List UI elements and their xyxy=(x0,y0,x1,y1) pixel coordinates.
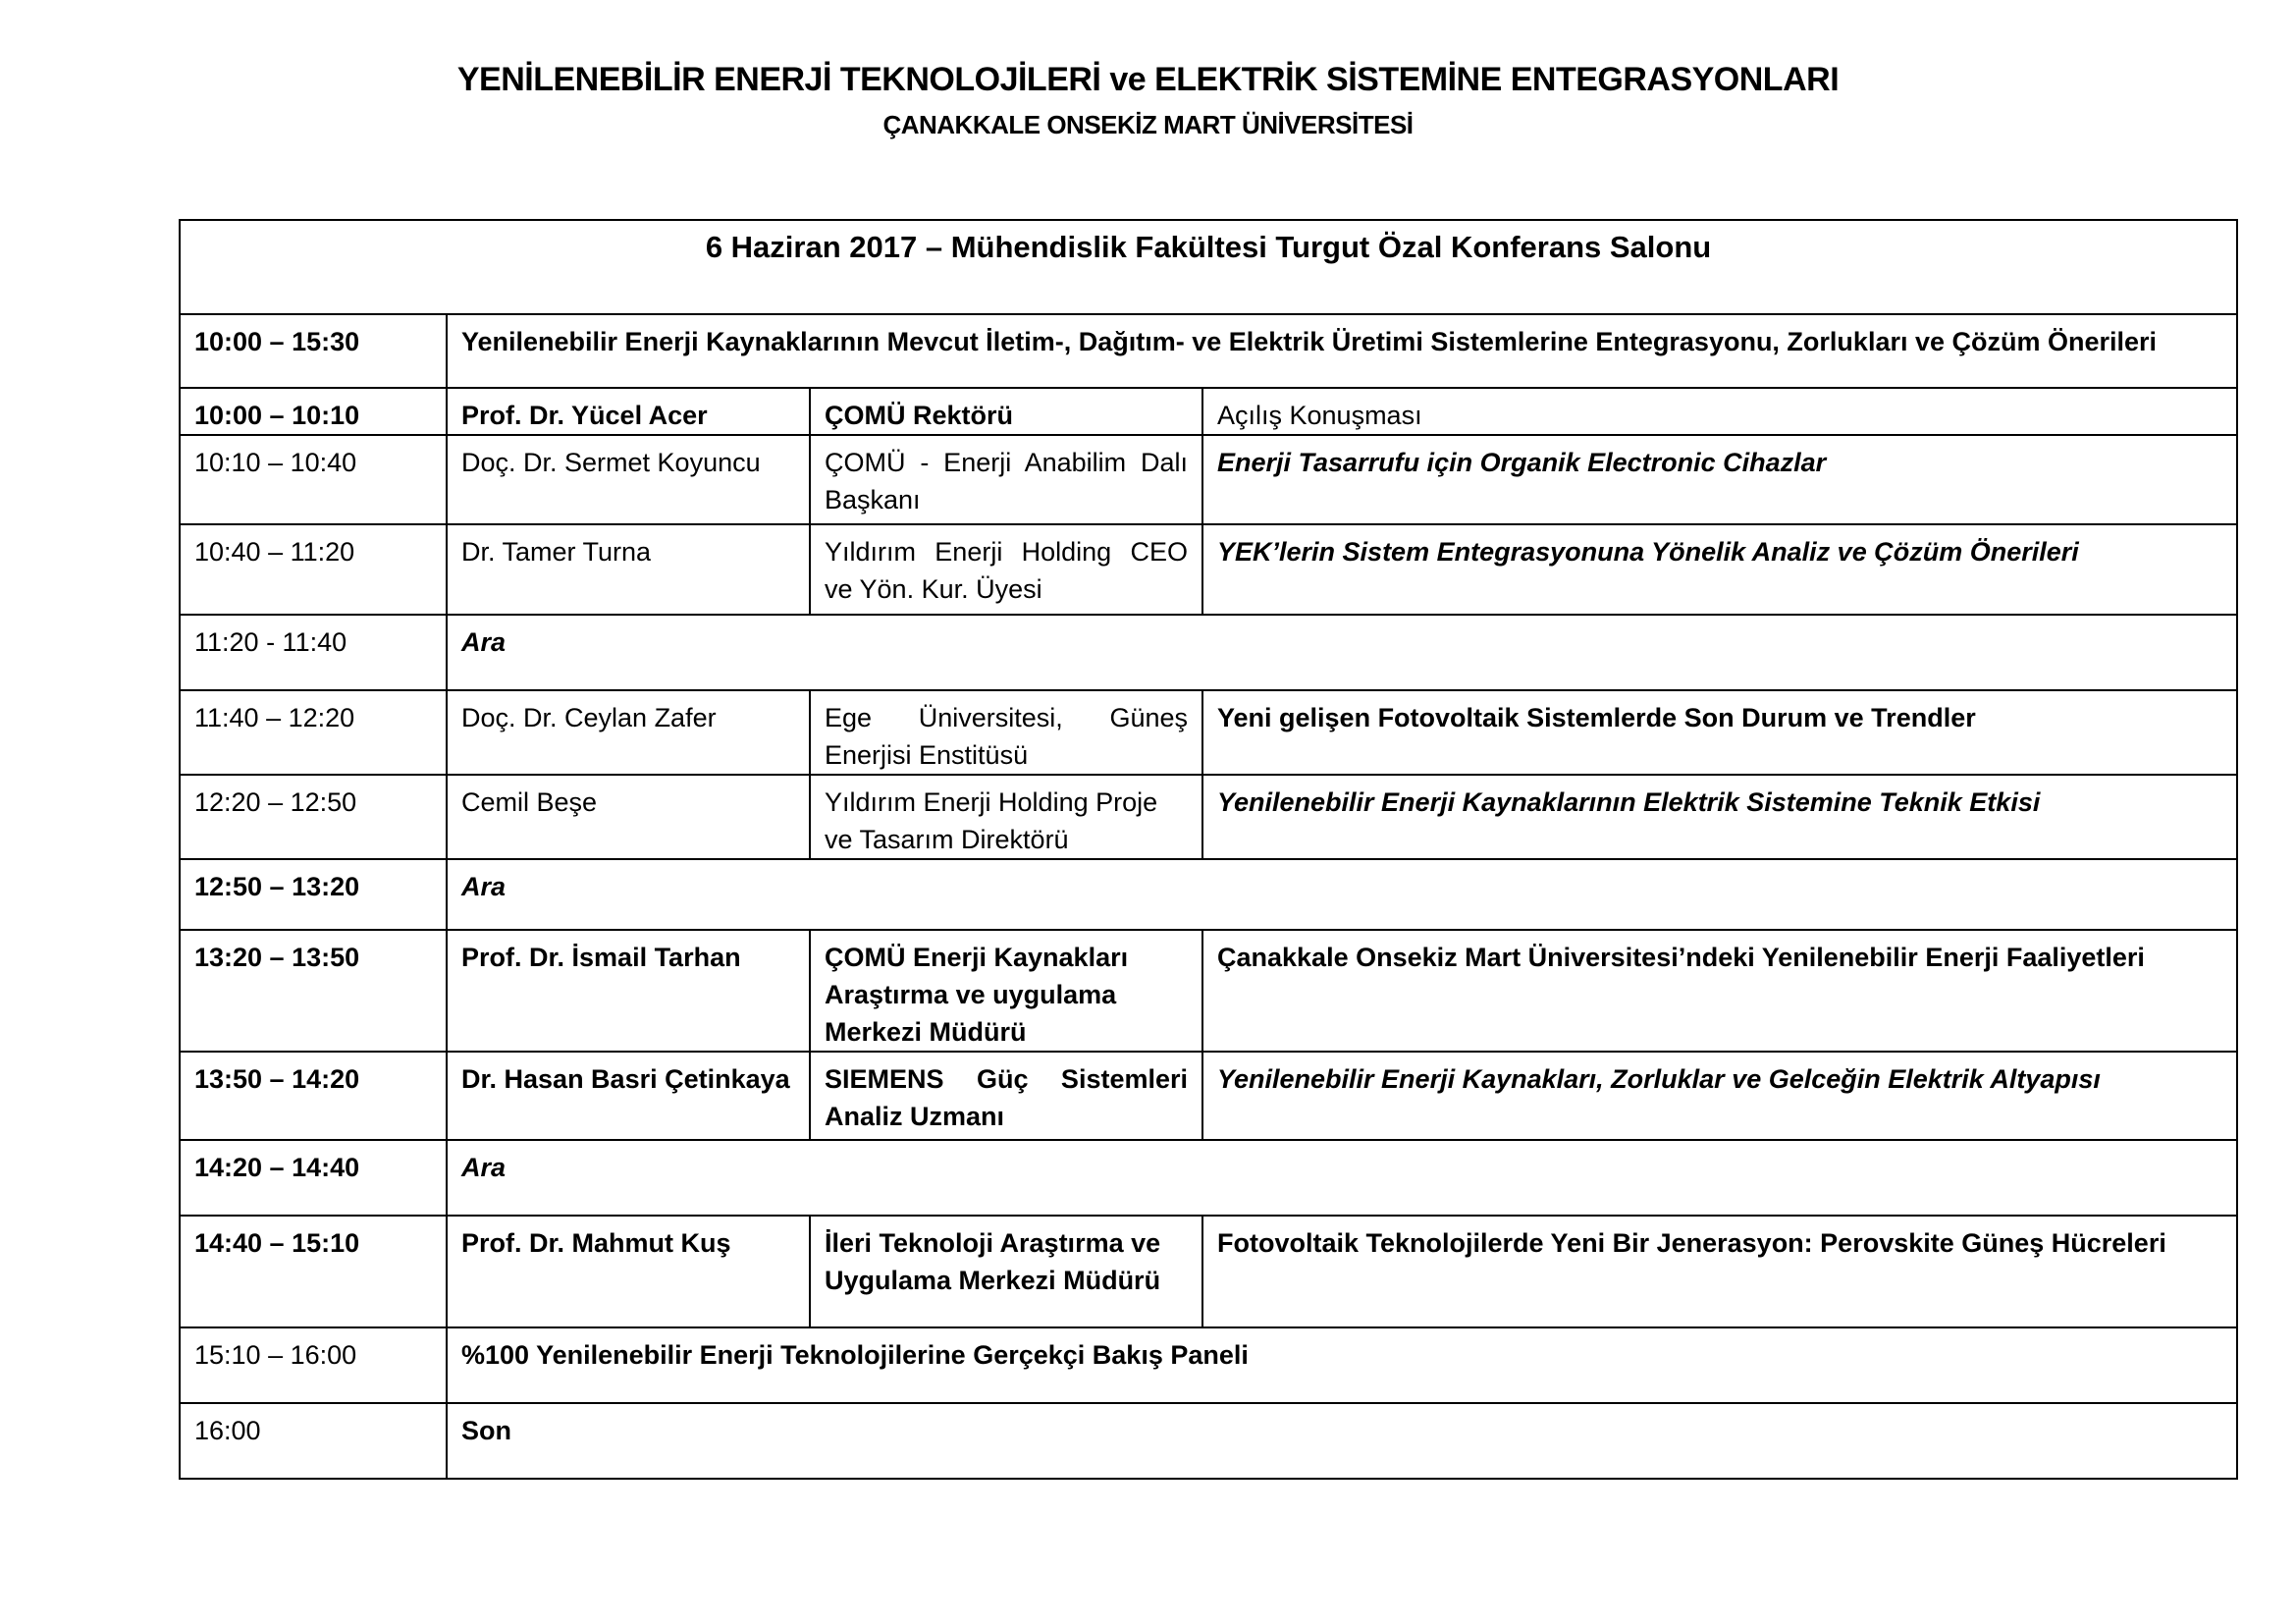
row-affiliation: Yıldırım Enerji Holding CEO ve Yön. Kur. Üyesi xyxy=(810,524,1202,615)
row-time: 10:10 – 10:40 xyxy=(180,435,447,524)
break-label: Ara xyxy=(447,1140,2237,1216)
end-label: Son xyxy=(447,1403,2237,1479)
document-title: YENİLENEBİLİR ENERJİ TEKNOLOJİLERİ ve ELEKTRİK SİSTEMİNE ENTEGRASYONLARI xyxy=(456,61,1840,98)
table-row xyxy=(180,388,2237,435)
row-time: 12:20 – 12:50 xyxy=(180,775,447,859)
program-table xyxy=(179,219,2238,1480)
break-label: Ara xyxy=(447,615,2237,690)
end-row xyxy=(180,1403,2237,1479)
row-time: 15:10 – 16:00 xyxy=(180,1327,447,1403)
row-time: 13:50 – 14:20 xyxy=(180,1052,447,1140)
row-topic: Yenilenebilir Enerji Kaynakları, Zorluklar ve Gelceğin Elektrik Altyapısı xyxy=(1202,1052,2237,1140)
program-heading: 6 Haziran 2017 – Mühendislik Fakültesi Turgut Özal Konferans Salonu xyxy=(180,220,2237,314)
table-row xyxy=(180,524,2237,615)
panel-title: %100 Yenilenebilir Enerji Teknolojilerine Gerçekçi Bakış Paneli xyxy=(447,1327,2237,1403)
row-time: 11:40 – 12:20 xyxy=(180,690,447,775)
row-speaker: Prof. Dr. İsmail Tarhan xyxy=(447,930,810,1052)
row-speaker: Doç. Dr. Ceylan Zafer xyxy=(447,690,810,775)
break-row xyxy=(180,1140,2237,1216)
row-topic: Yenilenebilir Enerji Kaynaklarının Elektrik Sistemine Teknik Etkisi xyxy=(1202,775,2237,859)
row-speaker: Cemil Beşe xyxy=(447,775,810,859)
break-label: Ara xyxy=(447,859,2237,930)
row-topic: Yeni gelişen Fotovoltaik Sistemlerde Son Durum ve Trendler xyxy=(1202,690,2237,775)
row-time: 10:00 – 10:10 xyxy=(180,388,447,435)
row-topic: Açılış Konuşması xyxy=(1202,388,2237,435)
row-speaker: Prof. Dr. Yücel Acer xyxy=(447,388,810,435)
row-affiliation: ÇOMÜ Enerji Kaynakları Araştırma ve uygulama Merkezi Müdürü xyxy=(810,930,1202,1052)
row-affiliation: Ege Üniversitesi, Güneş Enerjisi Enstitüsü xyxy=(810,690,1202,775)
row-time: 13:20 – 13:50 xyxy=(180,930,447,1052)
row-speaker: Dr. Tamer Turna xyxy=(447,524,810,615)
session-time: 10:00 – 15:30 xyxy=(180,314,447,388)
row-affiliation: İleri Teknoloji Araştırma ve Uygulama Merkezi Müdürü xyxy=(810,1216,1202,1327)
row-speaker: Dr. Hasan Basri Çetinkaya xyxy=(447,1052,810,1140)
table-row xyxy=(180,435,2237,524)
row-affiliation: Yıldırım Enerji Holding Proje ve Tasarım Direktörü xyxy=(810,775,1202,859)
break-row xyxy=(180,615,2237,690)
row-time: 12:50 – 13:20 xyxy=(180,859,447,930)
table-row xyxy=(180,775,2237,859)
table-row xyxy=(180,1052,2237,1140)
table-row xyxy=(180,690,2237,775)
break-row xyxy=(180,859,2237,930)
row-topic: YEK’lerin Sistem Entegrasyonuna Yönelik Analiz ve Çözüm Önerileri xyxy=(1202,524,2237,615)
session-row xyxy=(180,314,2237,388)
session-title: Yenilenebilir Enerji Kaynaklarının Mevcut İletim-, Dağıtım- ve Elektrik Üretimi Sistemlerine Entegrasyonu, Zorlukları ve Çözüm Önerileri xyxy=(447,314,2237,388)
row-affiliation: ÇOMÜ - Enerji Anabilim Dalı Başkanı xyxy=(810,435,1202,524)
row-speaker: Prof. Dr. Mahmut Kuş xyxy=(447,1216,810,1327)
row-time: 10:40 – 11:20 xyxy=(180,524,447,615)
row-topic: Fotovoltaik Teknolojilerde Yeni Bir Jenerasyon: Perovskite Güneş Hücreleri xyxy=(1202,1216,2237,1327)
table-row xyxy=(180,1216,2237,1327)
row-time: 14:20 – 14:40 xyxy=(180,1140,447,1216)
document-subtitle: ÇANAKKALE ONSEKİZ MART ÜNİVERSİTESİ xyxy=(882,110,1414,139)
row-time: 16:00 xyxy=(180,1403,447,1479)
row-topic: Enerji Tasarrufu için Organik Electronic Cihazlar xyxy=(1202,435,2237,524)
row-time: 14:40 – 15:10 xyxy=(180,1216,447,1327)
table-row xyxy=(180,930,2237,1052)
row-affiliation: SIEMENS Güç Sistemleri Analiz Uzmanı xyxy=(810,1052,1202,1140)
row-speaker: Doç. Dr. Sermet Koyuncu xyxy=(447,435,810,524)
program-heading-row xyxy=(180,220,2237,314)
row-topic: Çanakkale Onsekiz Mart Üniversitesi’ndeki Yenilenebilir Enerji Faaliyetleri xyxy=(1202,930,2237,1052)
panel-row xyxy=(180,1327,2237,1403)
row-time: 11:20 - 11:40 xyxy=(180,615,447,690)
row-affiliation: ÇOMÜ Rektörü xyxy=(810,388,1202,435)
